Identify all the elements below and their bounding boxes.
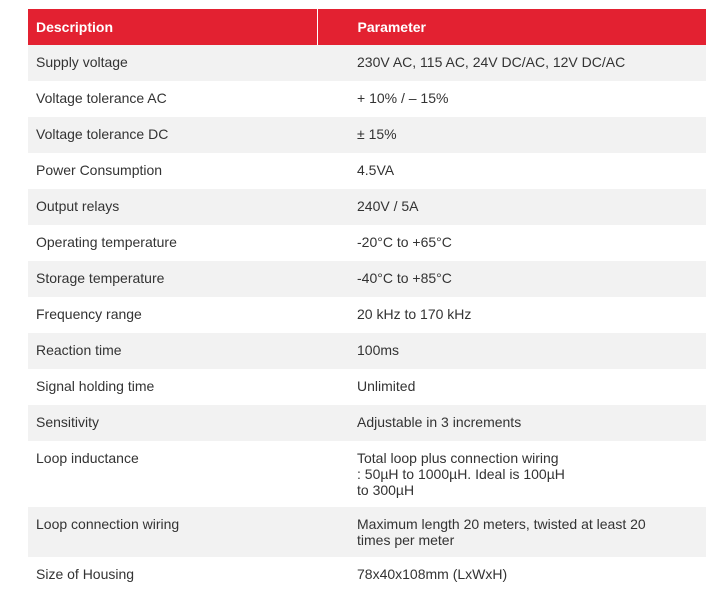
row-value: Adjustable in 3 increments	[317, 405, 706, 441]
table-row	[28, 507, 706, 557]
row-label: Output relays	[28, 189, 317, 225]
table-row	[28, 369, 706, 405]
row-label: Storage temperature	[28, 261, 317, 297]
table-body	[28, 45, 706, 593]
row-label: Reaction time	[28, 333, 317, 369]
row-label: Signal holding time	[28, 369, 317, 405]
row-value: Unlimited	[317, 369, 706, 405]
row-value: Maximum length 20 meters, twisted at least 20 times per meter	[317, 507, 706, 557]
row-value: + 10% / – 15%	[317, 81, 706, 117]
row-value: 78x40x108mm (LxWxH)	[317, 557, 706, 593]
table-header	[28, 9, 706, 45]
table-row	[28, 261, 706, 297]
header-parameter: Parameter	[317, 9, 706, 45]
row-value: 100ms	[317, 333, 706, 369]
header-row	[28, 9, 706, 45]
header-description: Description	[28, 9, 317, 45]
table-row	[28, 405, 706, 441]
row-label: Voltage tolerance DC	[28, 117, 317, 153]
table-row	[28, 117, 706, 153]
row-value: -20°C to +65°C	[317, 225, 706, 261]
row-label: Frequency range	[28, 297, 317, 333]
row-label: Size of Housing	[28, 557, 317, 593]
table-row	[28, 333, 706, 369]
table-row	[28, 557, 706, 593]
row-label: Power Consumption	[28, 153, 317, 189]
row-label: Operating temperature	[28, 225, 317, 261]
table-row	[28, 153, 706, 189]
table-row	[28, 189, 706, 225]
spec-table	[28, 9, 706, 593]
row-label: Sensitivity	[28, 405, 317, 441]
table-row	[28, 441, 706, 507]
table-row	[28, 81, 706, 117]
row-value: Total loop plus connection wiring : 50µH to 1000µH. Ideal is 100µH to 300µH	[317, 441, 706, 507]
row-value: 4.5VA	[317, 153, 706, 189]
row-value: ± 15%	[317, 117, 706, 153]
row-value: 240V / 5A	[317, 189, 706, 225]
row-label: Loop connection wiring	[28, 507, 317, 557]
row-value: 230V AC, 115 AC, 24V DC/AC, 12V DC/AC	[317, 45, 706, 81]
row-label: Loop inductance	[28, 441, 317, 507]
row-value: 20 kHz to 170 kHz	[317, 297, 706, 333]
table-row	[28, 297, 706, 333]
row-label: Supply voltage	[28, 45, 317, 81]
row-label: Voltage tolerance AC	[28, 81, 317, 117]
table-row	[28, 225, 706, 261]
table-row	[28, 45, 706, 81]
row-value: -40°C to +85°C	[317, 261, 706, 297]
